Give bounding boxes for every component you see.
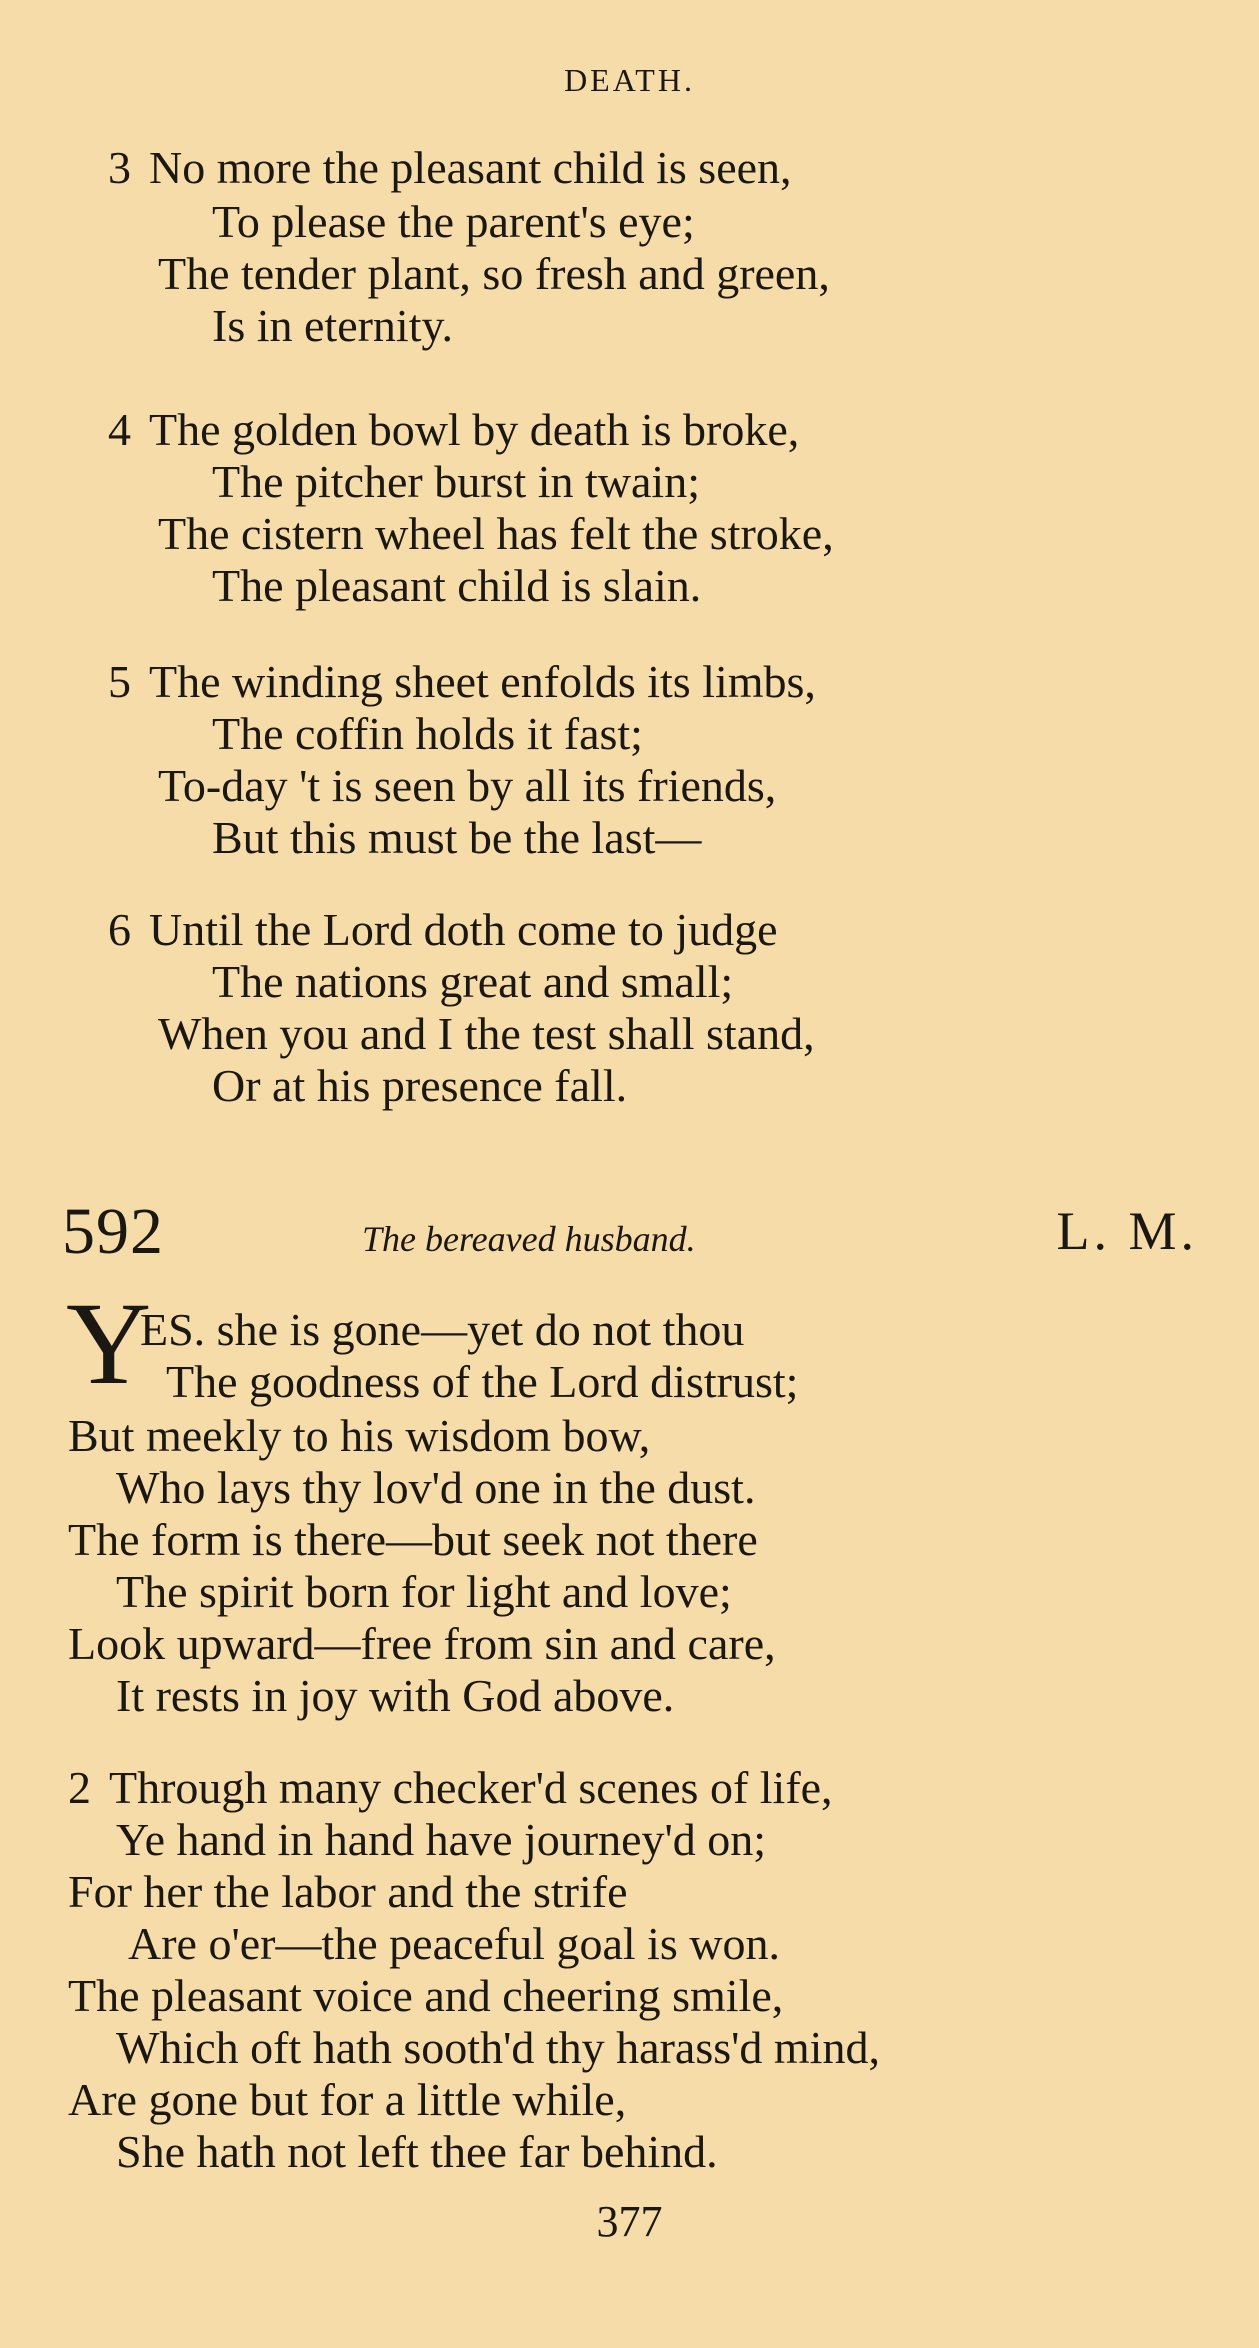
stanza-line: ES. she is gone—yet do not thou [140, 1304, 745, 1355]
stanza-line: Which oft hath sooth'd thy harass'd mind, [116, 2022, 880, 2073]
stanza-line: But this must be the last— [212, 812, 702, 863]
stanza-line: 3 No more the pleasant child is seen, [108, 142, 792, 193]
drop-cap: Y [66, 1278, 152, 1409]
stanza-line: The pleasant child is slain. [212, 560, 702, 611]
stanza-line: The pleasant voice and cheering smile, [68, 1970, 784, 2021]
stanza-line: To please the parent's eye; [212, 196, 695, 247]
stanza-line: Ye hand in hand have journey'd on; [116, 1814, 767, 1865]
stanza-line: The form is there—but seek not there [68, 1514, 758, 1565]
stanza-line: The goodness of the Lord distrust; [166, 1356, 799, 1407]
stanza-line: The spirit born for light and love; [116, 1566, 732, 1617]
stanza-line: 6 Until the Lord doth come to judge [108, 904, 778, 955]
stanza-line: Or at his presence fall. [212, 1060, 628, 1111]
stanza-line: Are o'er—the peaceful goal is won. [128, 1918, 781, 1969]
stanza-line: 5 The winding sheet enfolds its limbs, [108, 656, 816, 707]
stanza-line: The pitcher burst in twain; [212, 456, 700, 507]
stanza-line: The coffin holds it fast; [212, 708, 643, 759]
stanza-line: For her the labor and the strife [68, 1866, 628, 1917]
stanza-line: 2 Through many checker'd scenes of life, [68, 1762, 833, 1813]
stanza-line: She hath not left thee far behind. [116, 2126, 718, 2177]
stanza-line: 4 The golden bowl by death is broke, [108, 404, 800, 455]
stanza-line: But meekly to his wisdom bow, [68, 1410, 651, 1461]
stanza-line: It rests in joy with God above. [116, 1670, 675, 1721]
hymn-header [62, 1195, 1198, 1270]
stanza-line: Is in eternity. [212, 300, 454, 351]
stanza-line: The tender plant, so fresh and green, [158, 248, 830, 299]
page-number: 377 [596, 2197, 663, 2246]
hymn-meter: L. M. [1056, 1201, 1198, 1261]
running-head: DEATH. [564, 62, 695, 98]
stanza-line: When you and I the test shall stand, [158, 1008, 815, 1059]
stanza-line: Who lays thy lov'd one in the dust. [116, 1462, 756, 1513]
hymn-number: 592 [62, 1195, 164, 1268]
stanza-line: Look upward—free from sin and care, [68, 1618, 776, 1669]
stanza-line: The nations great and small; [212, 956, 734, 1007]
stanza-number: 3 [108, 142, 131, 193]
stanza-line: To-day 't is seen by all its friends, [158, 760, 777, 811]
stanza-number: 6 [108, 904, 131, 955]
stanza-line: The cistern wheel has felt the stroke, [158, 508, 834, 559]
hymn-subtitle: The bereaved husband. [362, 1219, 696, 1259]
stanza-line: Are gone but for a little while, [68, 2074, 627, 2125]
stanza-number: 4 [108, 404, 131, 455]
stanza-number: 5 [108, 656, 131, 707]
stanza-number: 2 [68, 1762, 91, 1813]
